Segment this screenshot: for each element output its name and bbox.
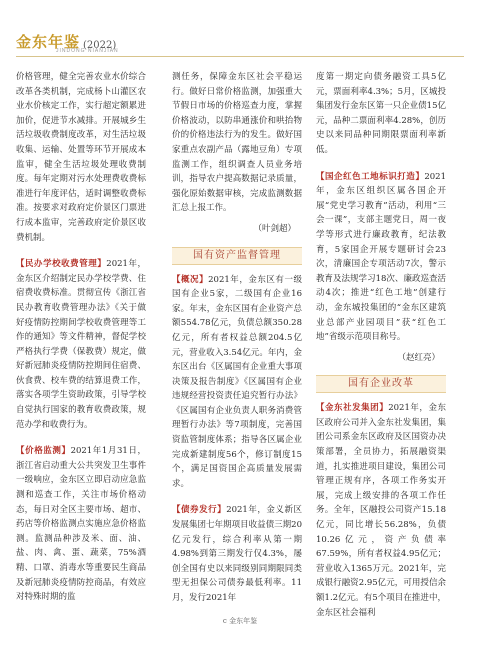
col1-text-2: 2021年，金东区介绍制定民办学校学费、住宿费收费标准。贯彻宣传《浙江省民办教育收费管理办法》《关于做好疫情防控期间学校收费管理等工作的通知》等文件精神，督促学校严格执行学费（保教费）规定，做好新冠肺炎疫情防控期间住宿费、伙食费、校车费的结算退费工作，落实各项学生资助政策，引导学校自觉执行国家的教育收费政策，规范办学和收费行为。 xyxy=(16,259,146,430)
page-header xyxy=(0,0,480,60)
col1-paragraph-1: 价格管理，健全完善农业水价综合改革各类机制，完成杨卜山灌区农业水价核定工作，实行超定额累进加价，促进节水减排。开展城乡生活垃圾收费制度改革，对生活垃圾收集、运输、处置等环节开展成本监审，健全生活垃圾处理收费制度。每年定期对污水处理费收费标准进行年度评估，适时调整收费标准。按要求对政府定价景区门票进行成本监审，完善政府定价景区收费机制。 xyxy=(16,72,146,243)
col2-paragraph-2 xyxy=(172,273,302,492)
brand-subtitle: JINDONG NIANJIAN xyxy=(56,48,119,54)
header-divider xyxy=(16,56,464,57)
author-signature-2: （赵红亮） xyxy=(397,352,440,363)
col2-text-2: 2021年，金东区有一级国有企业5家，二级国有企业16家。年末，金东区国有企业资产总额554.78亿元，负债总额350.28亿元，所有者权益总额204.5亿元，营业收入3.54亿元。年内，金东区出台《区属国有企业重大事项决策及报告制度》《区属国有企业违规经营投资责任追究暂行办法》《区属国有企业负责人职务消费管理暂行办法》等7项制度，完善国资监管制度体系；指导各区属企业完成新建制度56个，修订制度15个，满足国资国企高质量发展需求。 xyxy=(172,274,302,489)
page-number: c xyxy=(222,617,227,625)
tag-overview: 【概况】 xyxy=(172,274,209,285)
section-heading-soe-reform: 国有企业改革 xyxy=(316,375,446,393)
section-heading-state-assets: 国有资产监督管理 xyxy=(172,247,302,265)
col3-text-2: 2021年，金东区组织区属各国企开展“党史学习教育”活动，利用“三会一课”，支部主题党日，周一夜学等形式进行廉政教育，纪法教育，5家国企开展专题研讨会23次，清廉国企专项活动7次，警示教育及法规学习18次、廉政巡查活动4次；推进“红色工地”创建行动，金东城投集团的“金东区建筑业总部产业园项目”获“红色工地”省级示范项目称号。 xyxy=(316,171,446,343)
tag-bond-issuance: 【债券发行】 xyxy=(172,505,227,516)
col3-text-3: 2021年，金东区政府公司并入金东社发集团，集团公司系金东区政府及区国资办决策部署，全员协力，拓展融资渠道，扎实推进项目建设，集团公司管理正规有序，各项工作务实开展，完成上级安排的各项工作任务。全年，区融投公司资产15.18亿元，同比增长56.28%，负债10.26亿元，资产负债率67.59%，所有者权益4.95亿元；营业收入1365万元。2021年，完成银行融资2.95亿元，可用授信余额1.2亿元。有5个项目在推进中，金东区社会福利 xyxy=(316,403,446,618)
brand-title: 金东年鉴 xyxy=(16,33,81,51)
page-footer xyxy=(0,616,480,636)
col3-paragraph-1: 度第一期定向债务融资工具5亿元，票面利率4.3%；5月，区城投集团发行金东区第一只企业债15亿元，品种二票面利率4.28%，创历史以来同品种同期限票面利率新低。 xyxy=(316,72,446,155)
column-2 xyxy=(172,70,302,606)
col3-paragraph-3 xyxy=(316,401,446,620)
tag-red-worksite: 【国企红色工地标识打造】 xyxy=(316,171,425,182)
col3-paragraph-2 xyxy=(316,170,446,345)
tag-private-school-fees: 【民办学校收费管理】 xyxy=(16,259,107,270)
tag-price-monitoring: 【价格监测】 xyxy=(16,446,71,457)
tag-social-dev-group: 【金东社发集团】 xyxy=(316,403,389,414)
col1-paragraph-3 xyxy=(16,444,146,605)
footer-mark: 金东年鉴 xyxy=(229,617,258,625)
col2-paragraph-3 xyxy=(172,503,302,605)
brand-year: (2022) xyxy=(83,40,117,51)
column-3 xyxy=(316,70,446,620)
column-1 xyxy=(16,70,146,605)
col1-text-3: 2021年1月31日，浙江省启动重大公共突发卫生事件一级响应，金东区立即启动应急监测和巡查工作，关注市场价格动态，每日对全区主要市场、超市、药店等价格监测点实施应急价格监测。监测品种涉及米、面、油、盐、肉、禽、蛋、蔬菜，75%酒精、口罩、消毒水等重要民生商品及新冠肺炎疫情防控商品，有效应对特殊时期的监 xyxy=(16,446,146,603)
col2-paragraph-1: 测任务，保障金东区社会平稳运行。做好日常价格监测，加强重大节假日市场的价格巡查力度，掌握价格波动，以防串通涨价和哄抬物价的价格违法行为的发生。做好国家重点农副产品（露地豆角）专项监测工作，组织调查人员业务培训，指导农户提高数据记录质量，强化原始数据审核，完成监测数据汇总上报工作。 xyxy=(172,72,302,214)
col2-text-3: 2021年，金义新区发展集团七年期项目收益债三期20亿元发行，综合利率从第一期4.98%到第三期发行仅4.3%，屡创全国有史以来同级别同期限同类型无担保公司债券最低利率。11月，发行2021年 xyxy=(172,505,302,603)
author-signature-1: （叶剑超） xyxy=(253,223,296,234)
col1-paragraph-2 xyxy=(16,257,146,432)
